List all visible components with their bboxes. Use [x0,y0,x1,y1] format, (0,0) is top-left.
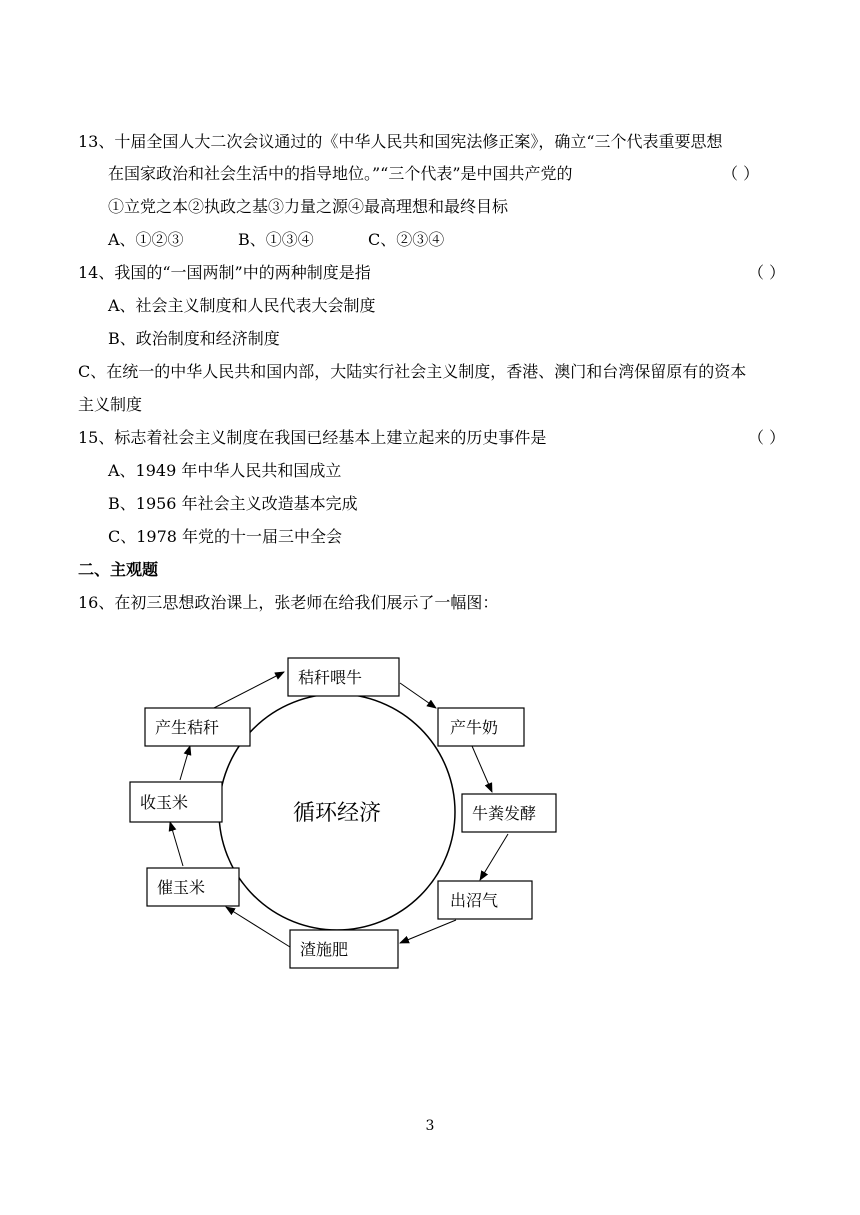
q14-option-c-line1: C、在统一的中华人民共和国内部，大陆实行社会主义制度，香港、澳门和台湾保留原有的资本 [78,362,747,381]
node-manure-fermentation-label: 牛粪发酵 [472,804,537,823]
arrow-straw-to-feed [210,672,284,710]
q14-option-c-line2: 主义制度 [78,395,143,414]
node-biogas-label: 出沼气 [450,891,499,910]
q13-line1: 13、十届全国人大二次会议通过的《中华人民共和国宪法修正案》，确立“三个代表重要思想 [78,132,723,151]
q14-option-a: A、社会主义制度和人民代表大会制度 [108,296,376,315]
center-label: 循环经济 [292,801,382,826]
q13-line2: 在国家政治和社会生活中的指导地位。”“三个代表”是中国共产党的 [108,164,573,183]
q13-option-a: A、①②③ [108,230,184,249]
q15-stem: 15、标志着社会主义制度在我国已经基本上建立起来的历史事件是 [78,428,547,447]
node-manure-fermentation [462,794,556,832]
node-residue-fertilizer [290,930,398,968]
node-produce-straw-label: 产生秸秆 [155,718,220,737]
node-milk-label: 产牛奶 [450,718,499,737]
arrow-feed-to-milk [400,683,436,708]
node-residue-fertilizer-label: 渣施肥 [300,940,349,959]
section-heading: 二、主观题 [78,560,159,579]
q15-answer-paren: （ ） [748,428,786,447]
node-harvest-corn [130,782,222,822]
q13-option-c: C、②③④ [368,230,445,249]
q13-option-b: B、①③④ [238,230,314,249]
node-grow-corn [147,868,239,906]
arrow-harvest-to-straw [180,746,190,780]
arrow-milk-to-ferment [472,746,492,792]
node-milk [438,708,524,746]
q14-option-b: B、政治制度和经济制度 [108,329,280,348]
node-harvest-corn-label: 收玉米 [140,793,189,812]
arrow-biogas-to-fertilize [400,920,456,943]
circular-economy-diagram [0,640,860,1000]
node-grow-corn-label: 催玉米 [157,878,206,897]
q15-option-c: C、1978 年党的十一届三中全会 [108,527,343,546]
node-straw-feeding [288,658,399,696]
node-biogas [438,881,532,919]
q14-answer-paren: （ ） [748,263,786,282]
q15-option-b: B、1956 年社会主义改造基本完成 [108,494,358,513]
q16-stem: 16、在初三思想政治课上，张老师在给我们展示了一幅图： [78,593,499,612]
arrow-fertilize-to-grow [226,907,290,947]
node-produce-straw [145,708,250,746]
arrow-ferment-to-biogas [480,834,508,880]
q15-option-a: A、1949 年中华人民共和国成立 [108,461,342,480]
q13-items: ①立党之本②执政之基③力量之源④最高理想和最终目标 [108,197,509,216]
arrow-grow-to-harvest [170,822,183,866]
node-straw-feeding-label: 秸秆喂牛 [298,668,363,687]
q14-stem: 14、我国的“一国两制”中的两种制度是指 [78,263,371,282]
page-number: 3 [425,1118,435,1134]
q13-answer-paren: （ ） [722,164,760,183]
